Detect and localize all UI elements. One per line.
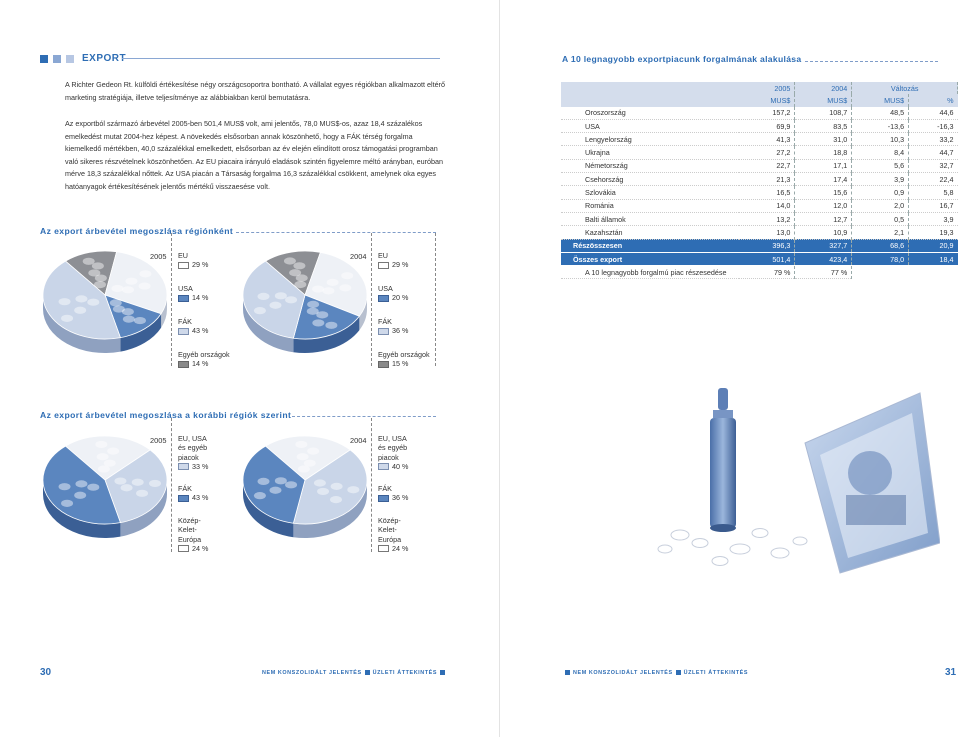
- legend-value-row: [378, 260, 408, 269]
- table-cell: 2005: [739, 82, 795, 94]
- tablet-texture: [289, 269, 301, 276]
- legend-value-row: [378, 544, 408, 553]
- tablet-texture: [347, 486, 359, 493]
- legend-entry: [378, 434, 408, 472]
- table-cell: 13,0: [739, 226, 795, 239]
- table-cell: 48,5: [852, 107, 909, 120]
- tablet-texture: [307, 447, 319, 454]
- table-cell: Németország: [561, 159, 739, 172]
- legend-category: piacok: [178, 452, 199, 462]
- tablet-texture: [330, 496, 342, 503]
- tablet-texture: [74, 307, 86, 314]
- table-cell: %: [909, 94, 958, 106]
- table-cell: Lengyelország: [561, 133, 739, 146]
- legend-category: és egyéb: [378, 443, 408, 453]
- table-title: A 10 legnagyobb exportpiacunk forgalmának alakulása: [562, 54, 802, 64]
- table-cell: 396,3: [739, 239, 795, 252]
- tablet-texture: [254, 492, 266, 499]
- section-rule: [122, 58, 440, 59]
- table-cell: MUS$: [739, 94, 795, 106]
- table-cell: 77 %: [795, 266, 852, 279]
- table-cell: Románia: [561, 199, 739, 212]
- tablet-texture: [322, 287, 334, 294]
- table-cell: Összes export: [561, 252, 739, 265]
- legend-category: USA: [178, 284, 193, 293]
- tablet-texture: [59, 483, 71, 490]
- table-cell: 2,1: [852, 226, 909, 239]
- tablet-texture: [297, 453, 309, 460]
- tablet-texture: [269, 487, 281, 494]
- tablet-texture: [125, 278, 137, 285]
- table-row: [561, 226, 958, 239]
- table-cell: 2004: [795, 82, 852, 94]
- square-icon: [565, 670, 570, 675]
- tablet-texture: [104, 460, 116, 467]
- footer-section-label: ÜZLETI ÁTTEKINTÉS: [683, 670, 749, 676]
- legend-category: FÁK: [378, 484, 392, 493]
- table-cell: MUS$: [852, 94, 909, 106]
- year-label: 2005: [150, 436, 167, 445]
- legend-category: FÁK: [378, 317, 392, 326]
- footer-report-label: NEM KONSZOLIDÁLT JELENTÉS: [573, 670, 673, 676]
- table-cell: 14,0: [739, 199, 795, 212]
- legend-value-row: [378, 293, 408, 302]
- legend-entry: [178, 284, 208, 303]
- legend-swatch: [378, 361, 389, 368]
- table-cell: 0,5: [852, 212, 909, 225]
- legend-value: 15 %: [392, 359, 409, 369]
- table-cell: Csehország: [561, 173, 739, 186]
- legend-swatch: [378, 295, 389, 302]
- legend-swatch: [378, 463, 389, 470]
- table-cell: 22,7: [739, 159, 795, 172]
- table-cell: 17,1: [795, 159, 852, 172]
- table-cell: 157,2: [739, 107, 795, 120]
- legend-swatch: [378, 262, 389, 269]
- square-icon: [365, 670, 370, 675]
- legend-swatch: [178, 262, 189, 269]
- legend-swatch: [178, 495, 189, 502]
- tablet-texture: [121, 484, 133, 491]
- tablet-texture: [139, 282, 151, 289]
- table-cell: 18,8: [795, 146, 852, 159]
- legend-category: Közép-: [378, 516, 401, 525]
- table-cell: 10,3: [852, 133, 909, 146]
- section-header: [40, 53, 126, 64]
- square-icon: [53, 55, 61, 63]
- legend-value: 14 %: [192, 359, 209, 369]
- page-number: 30: [40, 667, 52, 678]
- legend-value: 20 %: [392, 293, 409, 303]
- legend-entry: [378, 251, 408, 270]
- chart-title-regions: Az export árbevétel megoszlása régiónként: [40, 226, 234, 236]
- tablet-texture: [110, 299, 122, 306]
- legend-category: Egyéb országok: [378, 350, 430, 359]
- table-share-row: [561, 266, 958, 279]
- tablet-texture: [149, 480, 161, 487]
- table-cell: 41,3: [739, 133, 795, 146]
- table-cell: 10,9: [795, 226, 852, 239]
- tablet-texture: [275, 292, 287, 299]
- divider: [371, 418, 372, 552]
- tablet-texture: [307, 301, 319, 308]
- tablet-texture: [304, 460, 316, 467]
- tablet-texture: [83, 258, 95, 265]
- table-cell: Kazahsztán: [561, 226, 739, 239]
- export-paragraph: Az exportból származó árbevétel 2005-ben 501,4 MUS$ volt, ami jelentős, 78,0 MUS$-os, azaz 18,4 százalékos emelkedést mutat 2004-hez képest. A növekedés elsősorban annak köszönhető, hogy a FÁK térség forgalma kiemelkedő mértékben, 40,0 százalékkal emelkedett, elsősorban az év elején elindított orosz támogatási programban való sikeres részvételnek köszönhetően. Az EU piacaira irányuló eladások szintén figyelemre méltó arányban, euróban mérve 18,3 százalékkal nőttek. Az USA piacán a Társaság forgalma 16,3 százalékkal csökkent, amelynek oka egyes hatóanyagok értékesítésének jelentős mértékű visszaesése volt.: [65, 119, 443, 191]
- table-row: [561, 199, 958, 212]
- tablet-texture: [59, 298, 71, 305]
- legend-value-row: [178, 359, 230, 368]
- table-cell: 0,9: [852, 186, 909, 199]
- footer-text: [262, 670, 448, 676]
- tablet-texture: [87, 299, 99, 306]
- legend-category: EU: [178, 251, 188, 260]
- tablet-texture: [339, 284, 351, 291]
- table-cell: 19,3: [909, 226, 958, 239]
- square-icon: [66, 55, 74, 63]
- legend-swatch: [378, 328, 389, 335]
- legend-swatch: [378, 495, 389, 502]
- legend-value: 43 %: [192, 326, 209, 336]
- table-cell: 16,5: [739, 186, 795, 199]
- table-cell: 21,3: [739, 173, 795, 186]
- legend-category: Európa: [178, 534, 202, 544]
- legend-value: 40 %: [392, 462, 409, 472]
- legend-category: EU, USA: [178, 434, 207, 443]
- legend-value-row: [178, 260, 208, 269]
- table-cell: 27,2: [739, 146, 795, 159]
- legend-swatch: [178, 463, 189, 470]
- divider: [171, 418, 172, 552]
- tablet-texture: [293, 262, 305, 269]
- table-cell: Ukrajna: [561, 146, 739, 159]
- legend-value: 36 %: [392, 326, 409, 336]
- tablet-texture: [95, 441, 107, 448]
- tablet-texture: [114, 477, 126, 484]
- legend-category: Közép-: [178, 516, 201, 525]
- divider: [171, 233, 172, 366]
- legend-entry: [178, 251, 208, 270]
- tablet-texture: [254, 307, 266, 314]
- table-cell: 2,0: [852, 199, 909, 212]
- legend-value: 24 %: [192, 544, 209, 554]
- year-label: 2004: [350, 252, 367, 261]
- legend-value: 29 %: [192, 260, 209, 270]
- export-markets-table: [561, 82, 958, 279]
- tablet-texture: [122, 308, 134, 315]
- legend-value-row: [378, 493, 408, 502]
- tablet-texture: [88, 269, 100, 276]
- table-cell: 78,0: [852, 252, 909, 265]
- table-cell: 12,7: [795, 212, 852, 225]
- table-cell: 32,7: [909, 159, 958, 172]
- legend-entry: [378, 516, 408, 554]
- table-cell: 5,6: [852, 159, 909, 172]
- legend-value-row: [178, 462, 208, 471]
- table-cell: 17,4: [795, 173, 852, 186]
- table-cell: Részösszesen: [561, 239, 739, 252]
- tablet-texture: [275, 477, 287, 484]
- table-cell: Oroszország: [561, 107, 739, 120]
- divider: [371, 233, 372, 366]
- table-cell: 15,6: [795, 186, 852, 199]
- legend-entry: [378, 484, 408, 503]
- legend-category: Kelet-: [178, 525, 197, 535]
- table-cell: 423,4: [795, 252, 852, 265]
- pie-chart-old-regions-2004: [238, 428, 373, 553]
- legend-value: 24 %: [392, 544, 409, 554]
- table-header-row: [561, 94, 958, 106]
- legend-swatch: [178, 545, 189, 552]
- legend-category: EU: [378, 251, 388, 260]
- tablet-texture: [97, 453, 109, 460]
- tablet-texture: [107, 447, 119, 454]
- tablet-texture: [269, 302, 281, 309]
- table-cell: 31,0: [795, 133, 852, 146]
- legend-value-row: [178, 293, 208, 302]
- table-cell: -13,6: [852, 119, 909, 132]
- tablet-texture: [316, 311, 328, 318]
- table-cell: 16,7: [909, 199, 958, 212]
- legend-value: 33 %: [192, 462, 209, 472]
- legend-category: Kelet-: [378, 525, 397, 535]
- tablet-texture: [61, 315, 73, 322]
- tablet-texture: [317, 488, 329, 495]
- table-row: [561, 212, 958, 225]
- legend-value: 43 %: [192, 493, 209, 503]
- table-cell: 79 %: [739, 266, 795, 279]
- table-cell: USA: [561, 119, 739, 132]
- tablet-texture: [122, 286, 134, 293]
- table-cell: [561, 82, 739, 94]
- tablet-texture: [327, 279, 339, 286]
- legend-swatch: [178, 295, 189, 302]
- table-row: [561, 173, 958, 186]
- legend-entry: [178, 350, 230, 369]
- chart-title-old-regions: Az export árbevétel megoszlása a korábbi régiók szerint: [40, 410, 292, 420]
- legend-swatch: [178, 328, 189, 335]
- tablet-texture: [314, 479, 326, 486]
- table-cell: 501,4: [739, 252, 795, 265]
- legend-entry: [178, 516, 208, 554]
- legend-entry: [178, 317, 208, 336]
- legend-category: FÁK: [178, 484, 192, 493]
- legend-category: Európa: [378, 534, 402, 544]
- legend-value-row: [178, 493, 208, 502]
- tablet-texture: [312, 285, 324, 292]
- table-cell: 44,6: [909, 107, 958, 120]
- table-cell: A 10 legnagyobb forgalmú piac részesedése: [561, 266, 739, 279]
- intro-paragraph: A Richter Gedeon Rt. külföldi értékesítése négy országcsoportra bontható. A vállalat egyes régiókban alkalmazott eltérő marketing stratégiája, illetve teljesítménye az alábbiakban kerül bemutatásra.: [65, 80, 445, 102]
- square-icon: [440, 670, 445, 675]
- table-cell: 69,9: [739, 119, 795, 132]
- pharma-photo: [620, 383, 940, 583]
- table-row: [561, 119, 958, 132]
- table-cell: Szlovákia: [561, 186, 739, 199]
- table-cell: 8,4: [852, 146, 909, 159]
- tablet-texture: [134, 317, 146, 324]
- table-cell: 68,6: [852, 239, 909, 252]
- tablet-texture: [75, 295, 87, 302]
- table-cell: 44,7: [909, 146, 958, 159]
- table-cell: 13,2: [739, 212, 795, 225]
- square-icon: [40, 55, 48, 63]
- table-cell: 83,5: [795, 119, 852, 132]
- table-cell: 327,7: [795, 239, 852, 252]
- legend-category: és egyéb: [178, 443, 208, 453]
- table-total-row: [561, 252, 958, 265]
- square-icon: [676, 670, 681, 675]
- tablet-texture: [75, 480, 87, 487]
- chart-title-rule: [236, 232, 436, 233]
- legend-value: 29 %: [392, 260, 409, 270]
- tablet-texture: [285, 481, 297, 488]
- footer-text: [562, 670, 748, 676]
- table-cell: 12,0: [795, 199, 852, 212]
- tablet-texture: [61, 500, 73, 507]
- tablet-texture: [258, 293, 270, 300]
- title-rule: [805, 61, 938, 62]
- tablet-texture: [284, 257, 296, 264]
- tablet-texture: [331, 483, 343, 490]
- tablet-texture: [123, 316, 135, 323]
- tablet-texture: [92, 262, 104, 269]
- table-cell: [561, 94, 739, 106]
- page-number: 31: [945, 667, 957, 678]
- legend-category: EU, USA: [378, 434, 407, 443]
- table-row: [561, 107, 958, 120]
- table-subtotal-row: [561, 239, 958, 252]
- table-header-row: [561, 82, 958, 94]
- table-cell: 18,4: [909, 252, 958, 265]
- legend-value: 14 %: [192, 293, 209, 303]
- legend-category: Egyéb országok: [178, 350, 230, 359]
- footer-section-label: ÜZLETI ÁTTEKINTÉS: [372, 670, 438, 676]
- table-cell: Balti államok: [561, 212, 739, 225]
- tablet-texture: [325, 322, 337, 329]
- tablet-texture: [258, 478, 270, 485]
- legend-category: FÁK: [178, 317, 192, 326]
- table-cell: 5,8: [909, 186, 958, 199]
- legend-swatch: [178, 361, 189, 368]
- legend-swatch: [378, 545, 389, 552]
- tablet-texture: [285, 296, 297, 303]
- legend-value-row: [378, 359, 430, 368]
- legend-entry: [378, 284, 408, 303]
- section-title: EXPORT: [82, 53, 127, 64]
- tablet-texture: [87, 484, 99, 491]
- legend-category: piacok: [378, 452, 399, 462]
- legend-value: 36 %: [392, 493, 409, 503]
- table-cell: MUS$: [795, 94, 852, 106]
- chart-title-rule: [292, 416, 436, 417]
- table-cell: 108,7: [795, 107, 852, 120]
- table-cell: 33,2: [909, 133, 958, 146]
- table-cell: 20,9: [909, 239, 958, 252]
- tablet-texture: [74, 492, 86, 499]
- table-cell: 22,4: [909, 173, 958, 186]
- table-row: [561, 133, 958, 146]
- right-page: [480, 0, 960, 737]
- table-cell: 3,9: [909, 212, 958, 225]
- legend-entry: [178, 484, 208, 503]
- legend-entry: [178, 434, 208, 472]
- divider: [435, 233, 436, 366]
- table-row: [561, 186, 958, 199]
- footer-report-label: NEM KONSZOLIDÁLT JELENTÉS: [262, 670, 362, 676]
- pie-chart-old-regions-2005: [38, 428, 173, 553]
- tablet-texture: [295, 441, 307, 448]
- legend-value-row: [178, 544, 208, 553]
- tablet-texture: [111, 285, 123, 292]
- legend-entry: [378, 317, 408, 336]
- legend-entry: [378, 350, 430, 369]
- tablet-texture: [341, 272, 353, 279]
- pie-chart-regions-2005: [38, 243, 173, 368]
- legend-value-row: [178, 326, 208, 335]
- table-cell: -16,3: [909, 119, 958, 132]
- legend-category: USA: [378, 284, 393, 293]
- tablet-texture: [312, 319, 324, 326]
- table-row: [561, 159, 958, 172]
- year-label: 2005: [150, 252, 167, 261]
- tablet-texture: [136, 490, 148, 497]
- table-row: [561, 146, 958, 159]
- table-cell: 3,9: [852, 173, 909, 186]
- tablet-texture: [139, 270, 151, 277]
- table-cell: Változás: [852, 82, 958, 94]
- pie-chart-regions-2004: [238, 243, 373, 368]
- year-label: 2004: [350, 436, 367, 445]
- tablet-texture: [132, 479, 144, 486]
- legend-value-row: [378, 462, 408, 471]
- legend-value-row: [378, 326, 408, 335]
